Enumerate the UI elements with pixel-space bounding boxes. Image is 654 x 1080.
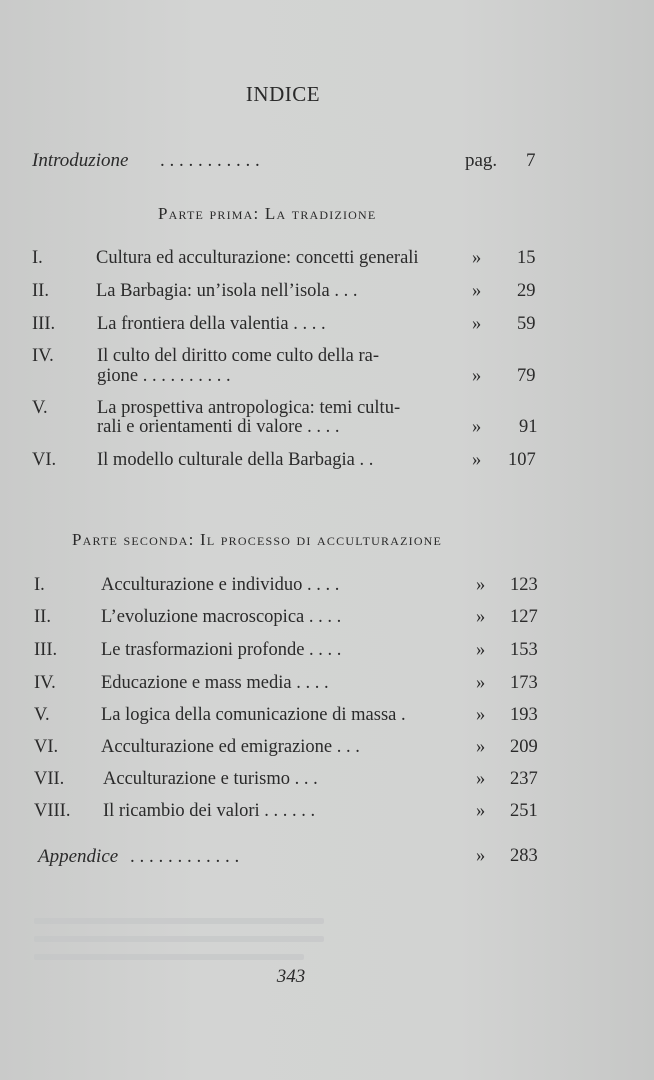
index-title: INDICE (245, 82, 321, 106)
part1-item-4-page: 79 (517, 366, 536, 386)
part1-item-3-num: III. (32, 314, 56, 334)
part1-item-5-mark: » (472, 417, 482, 437)
part2-item-6-mark: » (476, 737, 486, 757)
part1-item-1-mark: » (472, 248, 482, 268)
part1-item-6-num: VI. (32, 450, 57, 470)
part2-item-4-num: IV. (34, 673, 56, 693)
intro-leader-dots: . . . . . . . . . . . (160, 150, 260, 171)
part2-item-5-title: La logica della comunicazione di massa . (101, 705, 406, 725)
part1-item-1-page: 15 (517, 248, 536, 268)
part2-item-3-title: Le trasformazioni profonde . . . . (101, 640, 342, 660)
part2-item-5-page: 193 (510, 705, 538, 725)
part2-item-2-num: II. (34, 607, 51, 627)
part1-item-2-num: II. (32, 281, 49, 301)
appendix-mark: » (476, 846, 486, 866)
part1-item-5-num: V. (32, 398, 48, 418)
part2-item-1-title: Acculturazione e individuo . . . . (101, 575, 340, 595)
part1-item-2-page: 29 (517, 281, 536, 301)
part2-item-4-mark: » (476, 673, 486, 693)
part1-item-3-mark: » (472, 314, 482, 334)
part2-item-2-mark: » (476, 607, 486, 627)
part2-item-4-title: Educazione e mass media . . . . (101, 673, 329, 693)
part2-item-5-num: V. (34, 705, 50, 725)
part2-item-5-mark: » (476, 705, 486, 725)
part2-item-3-mark: » (476, 640, 486, 660)
intro-page: 7 (526, 150, 536, 171)
appendix-page: 283 (510, 846, 538, 866)
appendix-leader-dots: . . . . . . . . . . . . (130, 846, 240, 867)
part2-item-8-mark: » (476, 801, 486, 821)
page-number: 343 (276, 966, 306, 987)
part1-item-6-mark: » (472, 450, 482, 470)
part2-item-7-page: 237 (510, 769, 538, 789)
part2-item-8-page: 251 (510, 801, 538, 821)
intro-pag-label: pag. (465, 150, 498, 171)
part2-item-6-num: VI. (34, 737, 59, 757)
part1-item-1-title: Cultura ed acculturazione: concetti generali (96, 248, 419, 268)
part2-item-4-page: 173 (510, 673, 538, 693)
part2-item-2-title: L’evoluzione macroscopica . . . . (101, 607, 342, 627)
part2-item-6-title: Acculturazione ed emigrazione . . . (101, 737, 360, 757)
bleed-through-mark (34, 936, 324, 942)
intro-label: Introduzione (32, 150, 129, 171)
part2-item-7-num: VII. (34, 769, 65, 789)
appendix-label: Appendice (38, 846, 119, 867)
part2-item-3-page: 153 (510, 640, 538, 660)
part2-item-8-num: VIII. (34, 801, 71, 821)
part2-item-7-mark: » (476, 769, 486, 789)
part1-item-6-page: 107 (508, 450, 536, 470)
part1-item-3-title: La frontiera della valentia . . . . (97, 314, 326, 334)
part2-item-6-page: 209 (510, 737, 538, 757)
part1-item-5-page: 91 (519, 417, 538, 437)
part2-heading: Parte seconda: Il processo di acculturazione (72, 530, 443, 549)
part1-item-4-title-line2: gione . . . . . . . . . . (97, 366, 231, 386)
part2-item-3-num: III. (34, 640, 58, 660)
part2-item-7-title: Acculturazione e turismo . . . (103, 769, 318, 789)
part2-item-2-page: 127 (510, 607, 538, 627)
part2-item-1-mark: » (476, 575, 486, 595)
part1-item-4-title-line1: Il culto del diritto come culto della ra- (97, 346, 380, 366)
part1-item-2-title: La Barbagia: un’isola nell’isola . . . (96, 281, 358, 301)
part2-item-1-page: 123 (510, 575, 538, 595)
part1-item-3-page: 59 (517, 314, 536, 334)
part1-item-6-title: Il modello culturale della Barbagia . . (97, 450, 374, 470)
part2-item-8-title: Il ricambio dei valori . . . . . . (103, 801, 316, 821)
part1-item-4-num: IV. (32, 346, 54, 366)
bleed-through-mark (34, 954, 304, 960)
part1-item-2-mark: » (472, 281, 482, 301)
part1-item-5-title-line1: La prospettiva antropologica: temi cultu- (97, 398, 401, 418)
part2-item-1-num: I. (34, 575, 45, 595)
part1-item-1-num: I. (32, 248, 43, 268)
part1-item-4-mark: » (472, 366, 482, 386)
bleed-through-mark (34, 918, 324, 924)
part1-item-5-title-line2: rali e orientamenti di valore . . . . (97, 417, 340, 437)
part1-heading: Parte prima: La tradizione (158, 204, 377, 223)
